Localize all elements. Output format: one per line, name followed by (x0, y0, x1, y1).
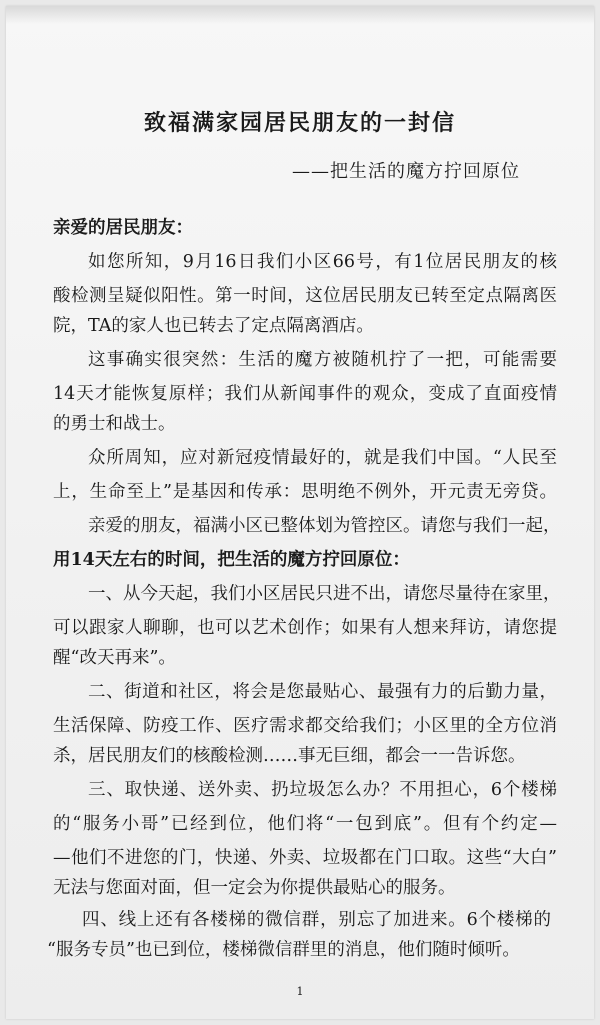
body-line: 的“服务小哥”已经到位，他们将“一包到底”。但有个约定— (53, 814, 557, 834)
greeting: 亲爱的居民朋友： (53, 218, 193, 238)
body-line: 的勇士和战士。 (53, 414, 176, 434)
body-line: 院，TA的家人也已转去了定点隔离酒店。 (53, 316, 374, 336)
body-line: 可以跟家人聊聊，也可以艺术创作；如果有人想来拜访，请您提 (53, 618, 557, 638)
body-line: 一、从今天起，我们小区居民只进不出，请您尽量待在家里， (88, 584, 561, 604)
body-line: “服务专员”也已到位，楼梯微信群里的消息，他们随时倾听。 (47, 940, 520, 960)
body-line: 三、取快递、送外卖、扔垃圾怎么办？不用担心，6个楼梯 (88, 780, 557, 800)
document-page (6, 6, 594, 1019)
body-line: 无法与您面对面，但一定会为你提供最贴心的服务。 (53, 878, 456, 898)
body-line: 上，生命至上”是基因和传承：思明绝不例外，开元责无旁贷。 (53, 482, 557, 502)
body-line: 醒“改天再来”。 (53, 648, 176, 668)
body-line: 这事确实很突然：生活的魔方被随机拧了一把，可能需要 (88, 350, 557, 370)
body-line-emphasis: 用14天左右的时间，把生活的魔方拧回原位： (53, 550, 410, 570)
body-line: 酸检测呈疑似阳性。第一时间，这位居民朋友已转至定点隔离医 (53, 286, 557, 306)
document-subtitle: ——把生活的魔方拧回原位 (292, 161, 520, 182)
page-number: 1 (296, 985, 304, 998)
body-line: 杀，居民朋友们的核酸检测……事无巨细，都会一一告诉您。 (53, 746, 526, 766)
body-line: 如您所知，9月16日我们小区66号，有1位居民朋友的核 (88, 252, 557, 272)
body-line: —他们不进您的门，快递、外卖、垃圾都在门口取。这些“大白” (53, 848, 557, 868)
body-line: 14天才能恢复原样；我们从新闻事件的观众，变成了直面疫情 (53, 384, 557, 404)
page-shadow (6, 6, 594, 24)
body-line: 二、街道和社区，将会是您最贴心、最强有力的后勤力量， (88, 682, 557, 702)
body-line: 四、线上还有各楼梯的微信群，别忘了加进来。6个楼梯的 (82, 910, 551, 930)
body-line: 众所周知，应对新冠疫情最好的，就是我们中国。“人民至 (88, 448, 557, 468)
body-line: 生活保障、防疫工作、医疗需求都交给我们；小区里的全方位消 (53, 716, 557, 736)
document-title: 致福满家园居民朋友的一封信 (143, 110, 456, 136)
body-line: 亲爱的朋友，福满小区已整体划为管控区。请您与我们一起， (88, 516, 561, 536)
